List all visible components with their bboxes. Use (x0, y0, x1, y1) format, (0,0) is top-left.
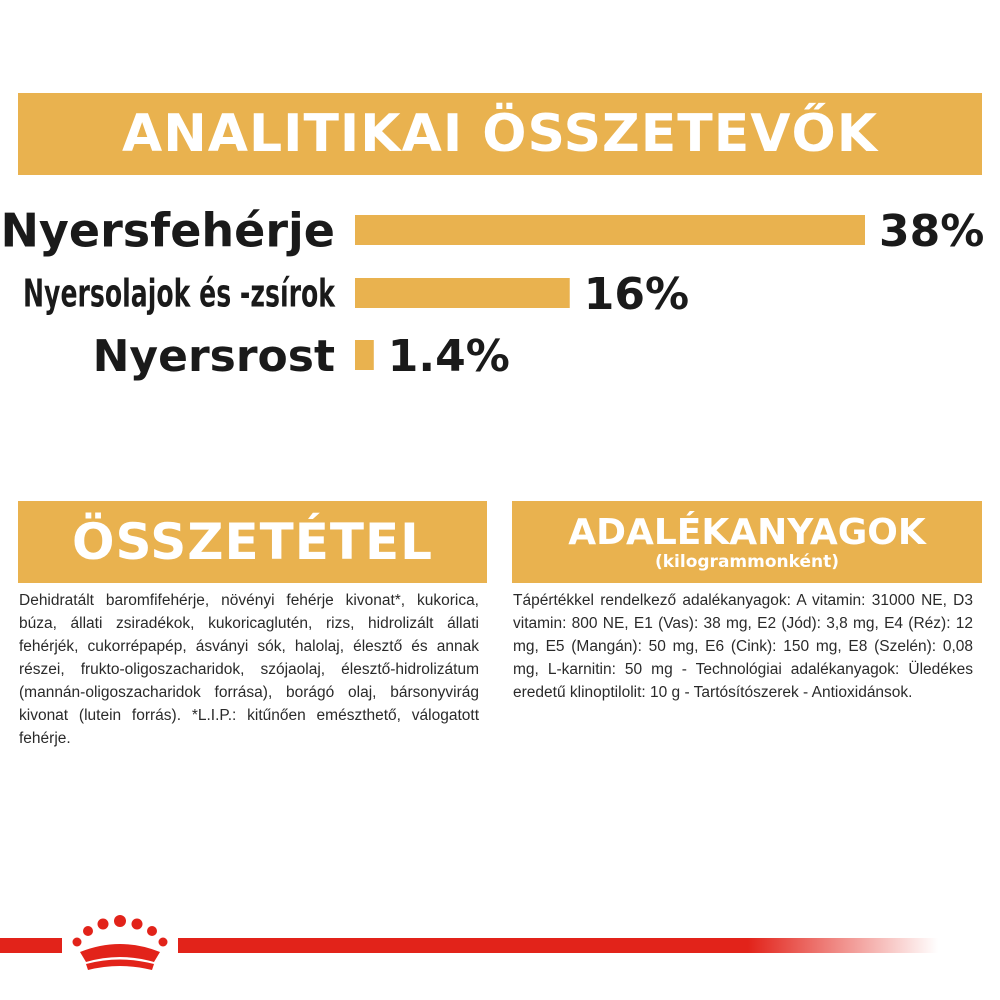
bar-value-2: 1.4% (387, 331, 510, 382)
crown-logo-icon (66, 912, 174, 974)
footer-accent-line-left (0, 938, 62, 953)
bar-value-1: 16% (583, 269, 690, 320)
additives-subtitle: (kilogrammonként) (654, 552, 840, 572)
composition-text: Dehidratált baromfifehérje, növényi fehérje kivonat*, kukorica, búza, állati zsiradékok, kukoricaglutén, rizs, hidrolizált állati fehérjék, cukorrépapép, ásványi sók, halolaj, élesztő és annak részei, frukto-oligoszacharidok, szójaolaj, élesztő-hidrolizátum (mannán-oligoszacharidok forrása), borágó olaj, bársonyvirág kivonat (lutein forrás). *L.I.P.: kitűnően emészthető, válogatott fehérje. (19, 592, 479, 747)
bar-1 (355, 278, 570, 308)
additives-title: ADALÉKANYAGOK (568, 512, 926, 553)
composition-header-banner (18, 501, 487, 583)
bar-value-0: 38% (879, 206, 985, 257)
additives-header-banner (512, 501, 982, 583)
bar-0 (355, 215, 865, 245)
footer-accent-line-right (178, 938, 938, 953)
bar-label-0: Nyersfehérje (0, 203, 335, 258)
bar-2 (355, 340, 374, 370)
nutrient-bar-chart (0, 195, 1000, 385)
analytics-header-banner (18, 93, 982, 175)
bar-label-1: Nyersolajok és -zsírok (23, 271, 336, 316)
additives-text: Tápértékkel rendelkező adalékanyagok: A vitamin: 31000 NE, D3 vitamin: 800 NE, E1 (Vas): 38 mg, E2 (Jód): 3,8 mg, E4 (Réz): 12 mg, E5 (Mangán): 50 mg, E6 (Cink): 150 mg, E8 (Szelén): 0,08 mg, L-karnitin: 50 mg - Technológiai adalékanyagok: Üledékes eredetű klinoptilolit: 10 g - Tartósítószerek - Antioxidánsok. (513, 592, 973, 701)
analytics-title: ANALITIKAI ÖSSZETEVŐK (121, 104, 879, 164)
composition-title: ÖSSZETÉTEL (71, 513, 434, 571)
bar-label-2: Nyersrost (92, 330, 335, 382)
